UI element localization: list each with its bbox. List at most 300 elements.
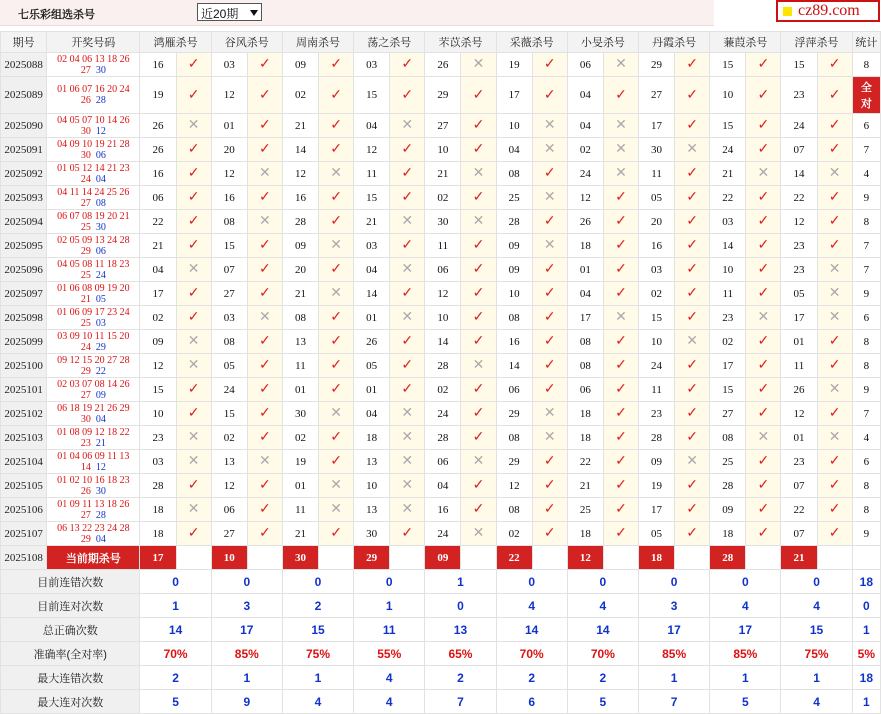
draw-numbers-cell	[47, 402, 140, 426]
summary-stat: 18	[852, 570, 880, 594]
check-icon: ✓	[176, 402, 211, 426]
expert-pick: 10	[710, 258, 746, 282]
site-logo[interactable]	[776, 0, 880, 22]
expert-pick: 14	[282, 138, 318, 162]
summary-value: 85%	[639, 642, 710, 666]
expert-pick: 23	[781, 77, 817, 114]
summary-value: 85%	[211, 642, 282, 666]
check-icon: ✓	[247, 522, 282, 546]
col-header-expert[interactable]: 小旻杀号	[567, 32, 638, 53]
check-icon: ✓	[461, 114, 496, 138]
check-icon: ✓	[746, 114, 781, 138]
expert-pick: 12	[211, 162, 247, 186]
summary-value: 3	[639, 594, 710, 618]
draw-special-number: 08	[95, 197, 106, 209]
table-row	[1, 522, 881, 546]
check-icon: ✓	[176, 378, 211, 402]
check-icon: ✓	[461, 234, 496, 258]
check-icon: ✓	[176, 522, 211, 546]
expert-pick: 09	[496, 234, 532, 258]
check-icon: ✓	[603, 186, 638, 210]
cross-icon: ✕	[532, 114, 567, 138]
draw-line-two	[47, 65, 139, 76]
check-icon: ✓	[675, 306, 710, 330]
expert-pick: 15	[211, 402, 247, 426]
period-range-value: 近20期	[201, 7, 239, 21]
expert-pick: 22	[781, 186, 817, 210]
current-pick-spacer	[532, 546, 567, 570]
cross-icon: ✕	[390, 402, 425, 426]
expert-pick: 17	[710, 354, 746, 378]
check-icon: ✓	[532, 282, 567, 306]
current-period-cell: 2025108	[1, 546, 47, 570]
expert-pick: 03	[710, 210, 746, 234]
check-icon: ✓	[675, 498, 710, 522]
expert-pick: 10	[496, 114, 532, 138]
expert-pick: 12	[354, 138, 390, 162]
check-icon: ✓	[247, 77, 282, 114]
col-header-expert[interactable]: 周南杀号	[282, 32, 353, 53]
draw-main-numbers: 01 08 09 12 18 22	[57, 426, 130, 438]
row-stat: 8	[852, 498, 880, 522]
expert-pick: 03	[140, 450, 176, 474]
expert-pick: 08	[211, 210, 247, 234]
summary-value: 14	[140, 618, 211, 642]
cross-icon: ✕	[603, 306, 638, 330]
row-stat: 8	[852, 330, 880, 354]
check-icon: ✓	[817, 77, 852, 114]
cross-icon: ✕	[390, 450, 425, 474]
expert-pick: 28	[425, 426, 461, 450]
summary-value: 4	[781, 594, 852, 618]
draw-line-two	[47, 270, 139, 281]
expert-pick: 10	[496, 282, 532, 306]
cross-icon: ✕	[746, 426, 781, 450]
cross-icon: ✕	[532, 426, 567, 450]
current-pick-spacer	[675, 546, 710, 570]
check-icon: ✓	[319, 378, 354, 402]
expert-pick: 01	[282, 474, 318, 498]
check-icon: ✓	[319, 186, 354, 210]
draw-numbers-cell	[47, 378, 140, 402]
summary-value: 7	[425, 690, 496, 714]
expert-pick: 24	[567, 162, 603, 186]
summary-value: 4	[567, 594, 638, 618]
summary-value: 70%	[496, 642, 567, 666]
col-header-expert[interactable]: 采薇杀号	[496, 32, 567, 53]
check-icon: ✓	[817, 402, 852, 426]
expert-pick: 15	[710, 53, 746, 77]
expert-pick: 28	[639, 426, 675, 450]
current-pick-spacer	[319, 546, 354, 570]
expert-pick: 01	[567, 258, 603, 282]
check-icon: ✓	[746, 258, 781, 282]
expert-pick: 15	[639, 306, 675, 330]
draw-line-two	[47, 342, 139, 353]
current-pick: 22	[496, 546, 532, 570]
summary-value: 70%	[567, 642, 638, 666]
check-icon: ✓	[675, 402, 710, 426]
expert-pick: 11	[425, 234, 461, 258]
expert-pick: 22	[710, 186, 746, 210]
check-icon: ✓	[603, 402, 638, 426]
draw-main-numbers: 02 03 07 08 14 26	[57, 378, 130, 390]
draw-seventh-number: 29	[80, 365, 91, 377]
draw-line-two	[47, 534, 139, 545]
col-header-expert[interactable]: 鸿雁杀号	[140, 32, 211, 53]
expert-pick: 02	[639, 282, 675, 306]
check-icon: ✓	[675, 186, 710, 210]
check-icon: ✓	[390, 53, 425, 77]
expert-pick: 08	[496, 426, 532, 450]
col-header-expert[interactable]: 浮萍杀号	[781, 32, 852, 53]
expert-pick: 13	[282, 330, 318, 354]
draw-main-numbers: 06 18 19 21 26 29	[57, 402, 130, 414]
draw-seventh-number: 30	[80, 125, 91, 137]
expert-pick: 10	[710, 77, 746, 114]
expert-pick: 24	[425, 522, 461, 546]
expert-pick: 28	[710, 474, 746, 498]
expert-pick: 11	[282, 354, 318, 378]
expert-pick: 18	[567, 426, 603, 450]
period-range-select[interactable]	[197, 3, 262, 21]
check-icon: ✓	[675, 53, 710, 77]
cross-icon: ✕	[461, 522, 496, 546]
cross-icon: ✕	[532, 402, 567, 426]
cross-icon: ✕	[390, 258, 425, 282]
expert-pick: 18	[567, 234, 603, 258]
table-row	[1, 402, 881, 426]
check-icon: ✓	[319, 114, 354, 138]
expert-pick: 03	[211, 306, 247, 330]
summary-value: 0	[211, 570, 282, 594]
row-stat: 7	[852, 138, 880, 162]
expert-pick: 17	[639, 498, 675, 522]
logo-square-icon	[783, 7, 792, 16]
expert-pick: 04	[425, 474, 461, 498]
expert-pick: 12	[211, 474, 247, 498]
draw-seventh-number: 29	[80, 245, 91, 257]
expert-pick: 02	[710, 330, 746, 354]
col-header-expert[interactable]: 荡之杀号	[354, 32, 425, 53]
expert-pick: 07	[781, 474, 817, 498]
check-icon: ✓	[817, 114, 852, 138]
expert-pick: 08	[567, 330, 603, 354]
summary-row	[1, 666, 881, 690]
expert-pick: 06	[425, 258, 461, 282]
cross-icon: ✕	[390, 474, 425, 498]
summary-label: 目前连错次数	[1, 570, 140, 594]
current-pick-spacer	[817, 546, 852, 570]
expert-pick: 19	[496, 53, 532, 77]
expert-pick: 21	[282, 114, 318, 138]
cross-icon: ✕	[603, 138, 638, 162]
draw-seventh-number: 30	[80, 149, 91, 161]
check-icon: ✓	[746, 77, 781, 114]
summary-stat: 1	[852, 690, 880, 714]
draw-special-number: 05	[95, 293, 106, 305]
expert-pick: 26	[425, 53, 461, 77]
check-icon: ✓	[319, 354, 354, 378]
expert-pick: 22	[140, 210, 176, 234]
check-icon: ✓	[247, 53, 282, 77]
draw-main-numbers: 03 09 10 11 15 20	[57, 330, 130, 342]
expert-pick: 26	[354, 330, 390, 354]
period-cell: 2025095	[1, 234, 47, 258]
check-icon: ✓	[247, 138, 282, 162]
summary-row	[1, 618, 881, 642]
check-icon: ✓	[461, 258, 496, 282]
expert-pick: 09	[496, 258, 532, 282]
check-icon: ✓	[176, 77, 211, 114]
check-icon: ✓	[817, 210, 852, 234]
current-pick-spacer	[247, 546, 282, 570]
expert-pick: 14	[425, 330, 461, 354]
current-label: 当前期杀号	[47, 546, 140, 570]
cross-icon: ✕	[461, 53, 496, 77]
expert-pick: 10	[425, 306, 461, 330]
cross-icon: ✕	[247, 306, 282, 330]
check-icon: ✓	[603, 378, 638, 402]
check-icon: ✓	[461, 138, 496, 162]
check-icon: ✓	[461, 498, 496, 522]
period-cell: 2025096	[1, 258, 47, 282]
summary-value: 1	[781, 666, 852, 690]
summary-value: 0	[639, 570, 710, 594]
expert-pick: 05	[639, 522, 675, 546]
table-row	[1, 426, 881, 450]
check-icon: ✓	[532, 474, 567, 498]
summary-value: 1	[354, 594, 425, 618]
expert-pick: 17	[781, 306, 817, 330]
expert-pick: 12	[282, 162, 318, 186]
check-icon: ✓	[603, 234, 638, 258]
summary-value: 4	[781, 690, 852, 714]
expert-pick: 06	[496, 378, 532, 402]
draw-main-numbers: 04 05 07 10 14 26	[57, 114, 130, 126]
draw-line-two	[47, 95, 139, 106]
draw-special-number: 12	[95, 125, 106, 137]
expert-pick: 15	[211, 234, 247, 258]
row-stat: 4	[852, 162, 880, 186]
draw-numbers-cell	[47, 282, 140, 306]
check-icon: ✓	[532, 450, 567, 474]
check-icon: ✓	[390, 162, 425, 186]
current-stat-empty	[852, 546, 880, 570]
row-stat: 7	[852, 234, 880, 258]
summary-value: 0	[710, 570, 781, 594]
col-header-expert[interactable]: 芣苡杀号	[425, 32, 496, 53]
draw-special-number: 28	[95, 95, 106, 106]
row-stat: 6	[852, 450, 880, 474]
period-cell: 2025097	[1, 282, 47, 306]
header-row	[1, 32, 881, 53]
summary-stat: 1	[852, 618, 880, 642]
summary-value: 14	[567, 618, 638, 642]
expert-pick: 14	[781, 162, 817, 186]
draw-numbers-cell	[47, 522, 140, 546]
current-pick-spacer	[603, 546, 638, 570]
check-icon: ✓	[247, 258, 282, 282]
expert-pick: 20	[639, 210, 675, 234]
check-icon: ✓	[176, 210, 211, 234]
check-icon: ✓	[746, 138, 781, 162]
summary-row	[1, 594, 881, 618]
table-row	[1, 114, 881, 138]
row-stat	[852, 77, 880, 114]
check-icon: ✓	[319, 258, 354, 282]
table-row	[1, 306, 881, 330]
expert-pick: 13	[211, 450, 247, 474]
expert-pick: 14	[496, 354, 532, 378]
period-cell: 2025102	[1, 402, 47, 426]
summary-stat: 18	[852, 666, 880, 690]
expert-pick: 30	[354, 522, 390, 546]
col-header-expert[interactable]: 蒹葭杀号	[710, 32, 781, 53]
check-icon: ✓	[817, 138, 852, 162]
expert-pick: 09	[639, 450, 675, 474]
check-icon: ✓	[603, 330, 638, 354]
check-icon: ✓	[461, 306, 496, 330]
cross-icon: ✕	[319, 402, 354, 426]
draw-seventh-number: 27	[80, 197, 91, 209]
draw-numbers-cell	[47, 77, 140, 114]
check-icon: ✓	[461, 378, 496, 402]
check-icon: ✓	[817, 450, 852, 474]
cross-icon: ✕	[675, 450, 710, 474]
check-icon: ✓	[746, 210, 781, 234]
cross-icon: ✕	[461, 210, 496, 234]
expert-pick: 10	[639, 330, 675, 354]
cross-icon: ✕	[532, 138, 567, 162]
logo-text: cz89.com	[798, 2, 860, 19]
draw-seventh-number: 25	[80, 317, 91, 329]
expert-pick: 20	[211, 138, 247, 162]
expert-pick: 04	[354, 114, 390, 138]
expert-pick: 07	[211, 258, 247, 282]
check-icon: ✓	[675, 378, 710, 402]
expert-pick: 16	[496, 330, 532, 354]
check-icon: ✓	[390, 77, 425, 114]
cross-icon: ✕	[532, 186, 567, 210]
check-icon: ✓	[675, 77, 710, 114]
expert-pick: 13	[354, 450, 390, 474]
draw-seventh-number: 27	[80, 509, 91, 521]
expert-pick: 20	[282, 258, 318, 282]
summary-stat: 5%	[852, 642, 880, 666]
expert-pick: 08	[567, 354, 603, 378]
expert-pick: 01	[354, 378, 390, 402]
expert-pick: 29	[425, 77, 461, 114]
draw-main-numbers: 01 05 12 14 21 23	[57, 162, 130, 174]
summary-value: 1	[140, 594, 211, 618]
current-pick-spacer	[746, 546, 781, 570]
draw-special-number: 06	[95, 245, 106, 257]
expert-pick: 18	[567, 402, 603, 426]
cross-icon: ✕	[247, 162, 282, 186]
summary-value: 4	[354, 666, 425, 690]
check-icon: ✓	[603, 522, 638, 546]
expert-pick: 09	[282, 234, 318, 258]
period-cell: 2025099	[1, 330, 47, 354]
draw-line-two	[47, 438, 139, 449]
expert-pick: 27	[639, 77, 675, 114]
col-header-expert[interactable]: 丹霞杀号	[639, 32, 710, 53]
cross-icon: ✕	[603, 53, 638, 77]
expert-pick: 12	[781, 210, 817, 234]
expert-pick: 15	[710, 114, 746, 138]
check-icon: ✓	[532, 258, 567, 282]
draw-line-two	[47, 486, 139, 497]
cross-icon: ✕	[532, 234, 567, 258]
expert-pick: 04	[496, 138, 532, 162]
expert-pick: 07	[781, 138, 817, 162]
summary-value: 75%	[282, 642, 353, 666]
draw-main-numbers: 06 13 22 23 24 28	[57, 522, 130, 534]
check-icon: ✓	[319, 77, 354, 114]
check-icon: ✓	[319, 306, 354, 330]
draw-line-two	[47, 222, 139, 233]
table-row	[1, 498, 881, 522]
expert-pick: 06	[140, 186, 176, 210]
draw-special-number: 29	[95, 341, 106, 353]
draw-main-numbers: 01 06 09 17 23 24	[57, 306, 130, 318]
summary-value: 5	[710, 690, 781, 714]
draw-numbers-cell	[47, 426, 140, 450]
expert-pick: 29	[496, 402, 532, 426]
cross-icon: ✕	[319, 162, 354, 186]
summary-value: 1	[211, 666, 282, 690]
expert-pick: 11	[354, 162, 390, 186]
check-icon: ✓	[532, 330, 567, 354]
expert-pick: 23	[781, 258, 817, 282]
draw-numbers-cell	[47, 474, 140, 498]
check-icon: ✓	[532, 210, 567, 234]
period-cell: 2025107	[1, 522, 47, 546]
expert-pick: 19	[282, 450, 318, 474]
expert-pick: 03	[211, 53, 247, 77]
expert-pick: 28	[496, 210, 532, 234]
expert-pick: 18	[354, 426, 390, 450]
check-icon: ✓	[746, 498, 781, 522]
table-row	[1, 77, 881, 114]
check-icon: ✓	[319, 210, 354, 234]
check-icon: ✓	[390, 186, 425, 210]
expert-pick: 12	[781, 402, 817, 426]
current-pick: 21	[781, 546, 817, 570]
period-cell: 2025101	[1, 378, 47, 402]
draw-seventh-number: 24	[80, 341, 91, 353]
cross-icon: ✕	[461, 354, 496, 378]
cross-icon: ✕	[247, 450, 282, 474]
expert-pick: 23	[781, 450, 817, 474]
draw-special-number: 03	[95, 317, 106, 329]
current-pick: 09	[425, 546, 461, 570]
expert-pick: 02	[211, 426, 247, 450]
summary-value: 2	[496, 666, 567, 690]
expert-pick: 21	[567, 474, 603, 498]
check-icon: ✓	[247, 474, 282, 498]
check-icon: ✓	[461, 474, 496, 498]
check-icon: ✓	[746, 282, 781, 306]
draw-main-numbers: 01 04 06 09 11 13	[57, 450, 130, 462]
expert-pick: 17	[496, 77, 532, 114]
summary-value: 55%	[354, 642, 425, 666]
check-icon: ✓	[746, 354, 781, 378]
row-stat: 8	[852, 53, 880, 77]
col-header-expert[interactable]: 谷风杀号	[211, 32, 282, 53]
summary-value: 1	[710, 666, 781, 690]
